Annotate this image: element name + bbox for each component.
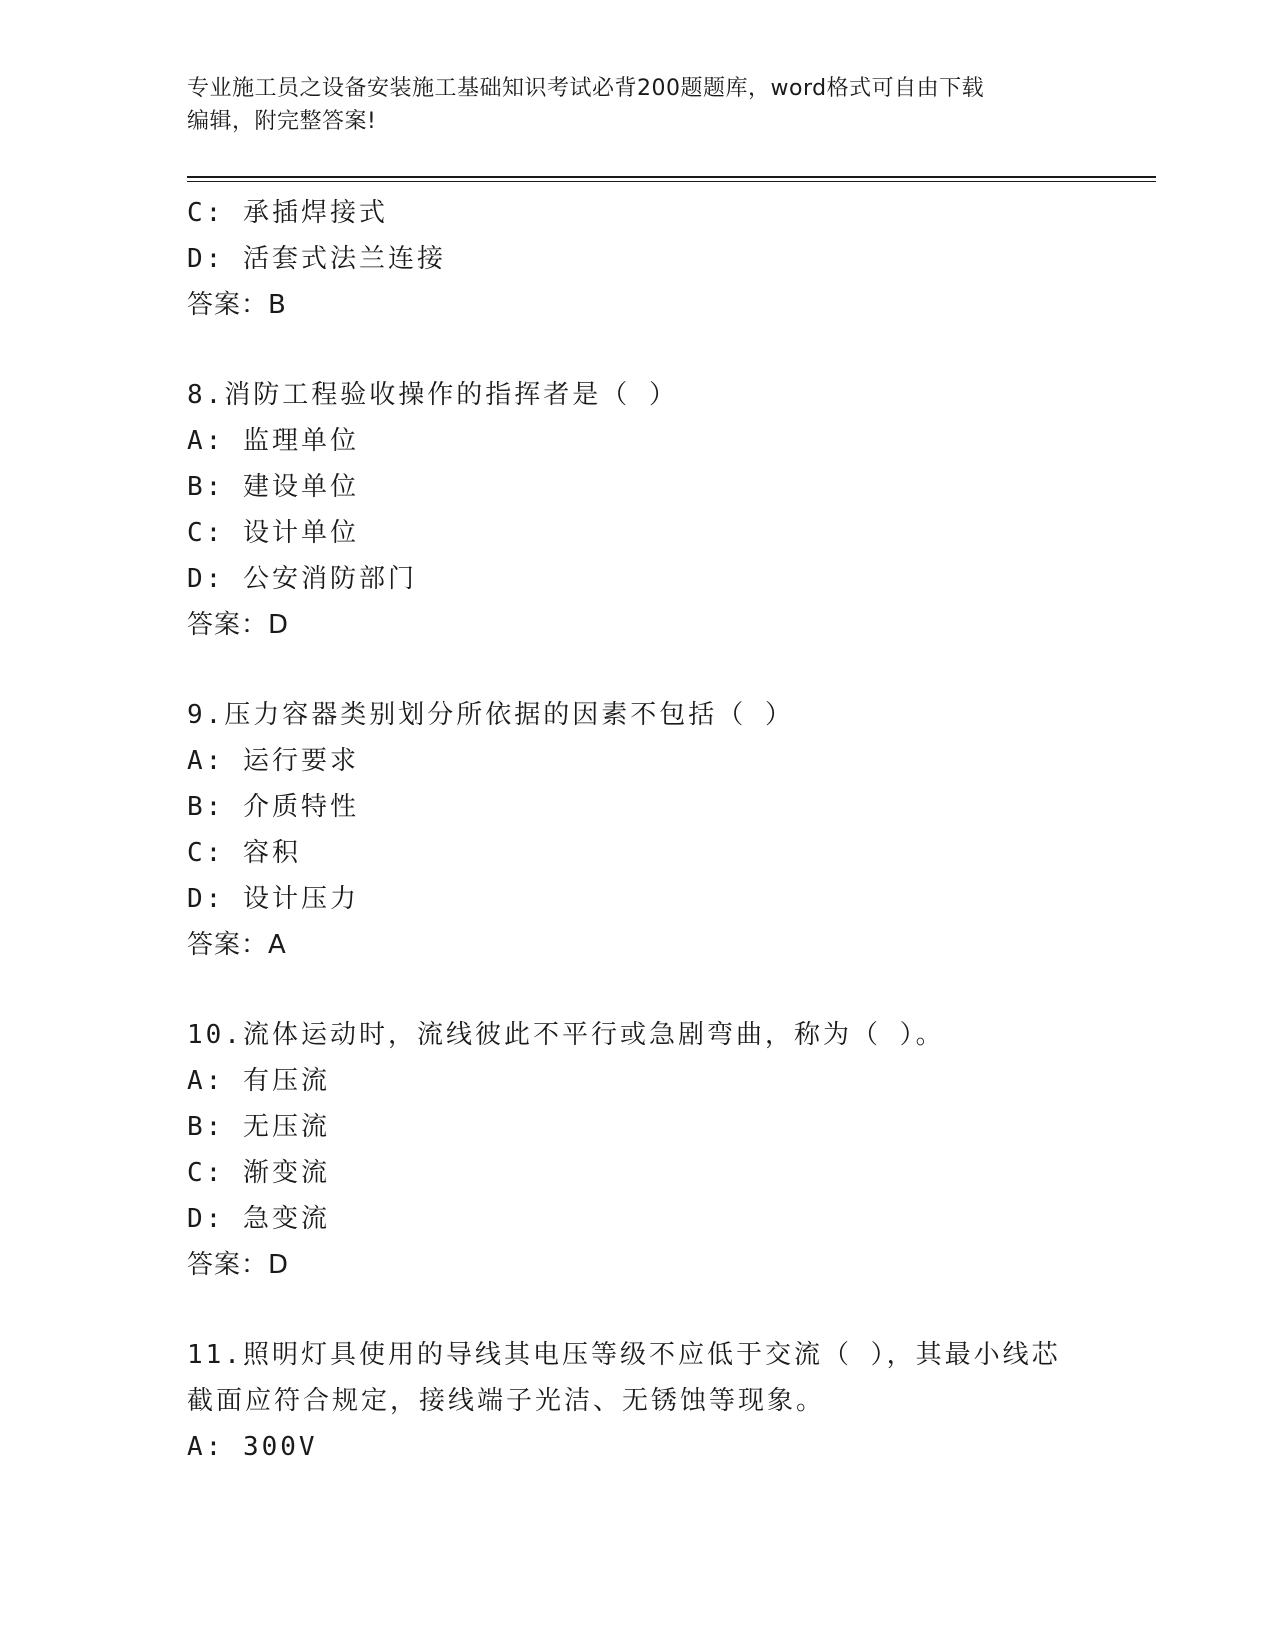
answer-line: 答案：B — [187, 290, 287, 320]
document-header — [187, 72, 1067, 138]
spacer — [187, 968, 1087, 1012]
answer-line: 答案：D — [187, 610, 290, 640]
question-stem: 8.消防工程验收操作的指挥者是（ ） — [187, 380, 678, 410]
header-title-line-2: 编辑，附完整答案! — [187, 109, 377, 134]
option-d: D: 活套式法兰连接 — [187, 244, 446, 274]
option-a: A: 运行要求 — [187, 746, 359, 776]
option-a: A: 有压流 — [187, 1066, 330, 1096]
answer-line: 答案：A — [187, 930, 287, 960]
option-a: A: 300V — [187, 1432, 318, 1462]
question-block-8 — [187, 372, 1087, 648]
answer-line: 答案：D — [187, 1250, 290, 1280]
question-list — [187, 190, 1087, 1470]
question-block-prev — [187, 190, 1087, 328]
option-a: A: 监理单位 — [187, 426, 359, 456]
option-d: D: 公安消防部门 — [187, 564, 417, 594]
spacer — [187, 1288, 1087, 1332]
question-block-9 — [187, 692, 1087, 968]
option-c: C: 渐变流 — [187, 1158, 330, 1188]
option-b: B: 无压流 — [187, 1112, 330, 1142]
header-title-line-1: 专业施工员之设备安装施工基础知识考试必背200题题库，word格式可自由下载 — [187, 76, 985, 101]
header-divider-thin — [187, 181, 1156, 182]
question-stem-line-1: 11.照明灯具使用的导线其电压等级不应低于交流（ ），其最小线芯 — [187, 1340, 1061, 1370]
option-c: C: 承插焊接式 — [187, 198, 388, 228]
spacer — [187, 328, 1087, 372]
spacer — [187, 648, 1087, 692]
question-block-10 — [187, 1012, 1087, 1288]
header-divider-thick — [187, 176, 1156, 178]
option-c: C: 设计单位 — [187, 518, 359, 548]
option-c: C: 容积 — [187, 838, 301, 868]
question-block-11 — [187, 1332, 1087, 1470]
option-d: D: 设计压力 — [187, 884, 359, 914]
option-b: B: 介质特性 — [187, 792, 359, 822]
question-stem: 10.流体运动时，流线彼此不平行或急剧弯曲，称为（ ）。 — [187, 1020, 945, 1050]
option-b: B: 建设单位 — [187, 472, 359, 502]
question-stem: 9.压力容器类别划分所依据的因素不包括（ ） — [187, 700, 794, 730]
option-d: D: 急变流 — [187, 1204, 330, 1234]
question-stem-line-2: 截面应符合规定，接线端子光洁、无锈蚀等现象。 — [187, 1386, 826, 1416]
